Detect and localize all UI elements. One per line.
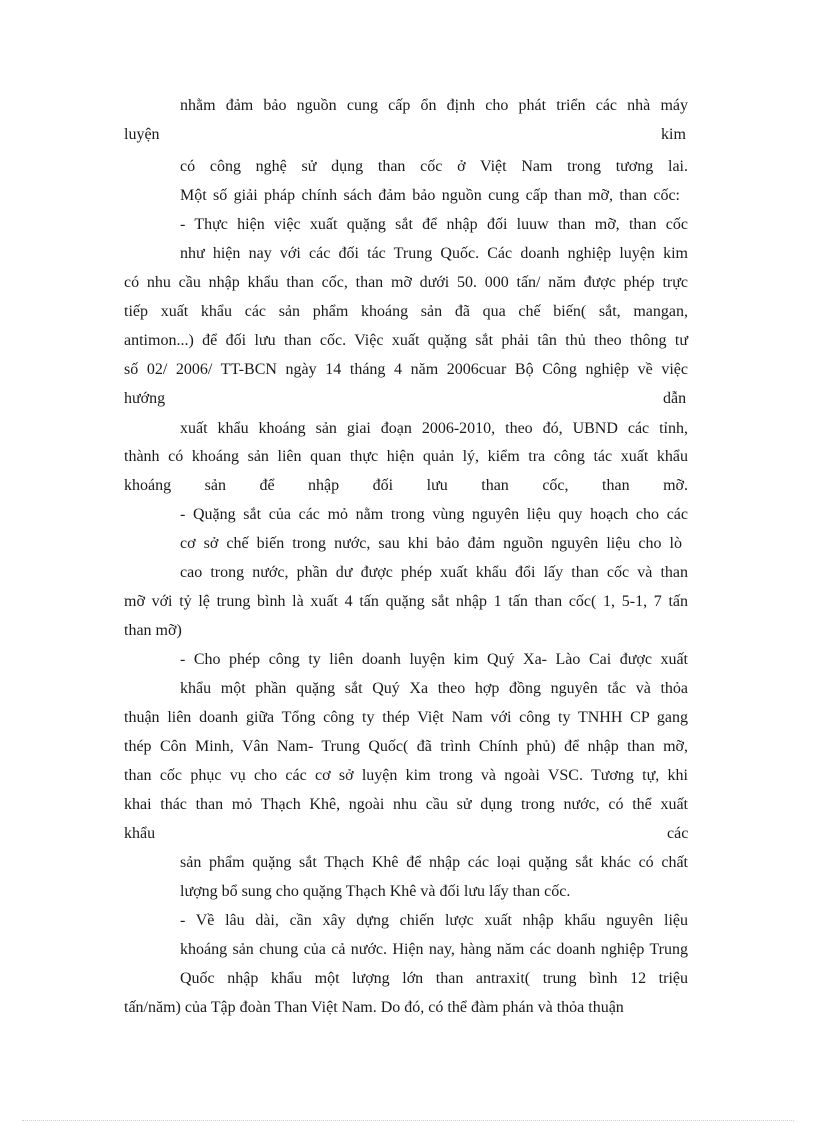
text-line: hướng [124,390,166,407]
text-line: luyện [124,126,160,143]
text-line: cao trong nước, phần dư được phép xuất khẩu đổi lấy than cốc và than [180,564,688,581]
text-line: mỡ với tỷ lệ trung bình là xuất 4 tấn quặng sắt nhập 1 tấn than cốc( 1, 5-1, 7 tấn [124,593,688,610]
text-line: khẩu một phần quặng sắt Quý Xa theo hợp đồng nguyên tắc và thỏa [180,680,688,697]
text-line: có nhu cầu nhập khẩu than cốc, than mỡ dưới 50. 000 tấn/ năm được phép trực [124,274,688,291]
text-line: khẩu [124,825,156,842]
text-line: lượng bổ sung cho quặng Thạch Khê và đối lưu lấy than cốc. [180,883,571,900]
text-line: cơ sở chế biến trong nước, sau khi bảo đảm nguồn nguyên liệu cho lò [180,535,682,552]
text-line: antimon...) để đối lưu than cốc. Việc xuất quặng sắt phải tân thủ theo thông tư [124,332,688,349]
text-line: xuất khẩu khoáng sản giai đoạn 2006-2010, theo đó, UBND các tỉnh, [180,420,688,437]
text-line: thuận liên doanh giữa Tổng công ty thép Việt Nam với công ty TNHH CP gang [124,709,688,726]
text-line: tiếp xuất khẩu các sản phẩm khoáng sản đã qua chế biến( sắt, mangan, [124,303,688,320]
text-line: dẫn [663,390,687,407]
text-line: sản phẩm quặng sắt Thạch Khê để nhập các loại quặng sắt khác có chất [180,854,688,871]
text-line: thành có khoáng sản liên quan thực hiện quản lý, kiểm tra công tác xuất khẩu [124,448,688,465]
text-line: có công nghệ sử dụng than cốc ở Việt Nam trong tương lai. [180,158,688,175]
text-line: - Về lâu dài, cần xây dựng chiến lược xuất nhập khẩu nguyên liệu [180,912,688,929]
text-line: - Cho phép công ty liên doanh luyện kim Quý Xa- Lào Cai được xuất [180,651,688,668]
text-line: khoáng sản chung của cả nước. Hiện nay, hàng năm các doanh nghiệp Trung [180,941,688,958]
text-line: khoáng sản để nhập đối lưu than cốc, than mỡ. [124,477,688,494]
text-line: tấn/năm) của Tập đoàn Than Việt Nam. Do đó, có thể đàm phán và thỏa thuận [124,999,624,1016]
text-line: - Thực hiện việc xuất quặng sắt để nhập đối luuw than mỡ, than cốc [180,216,688,233]
text-line: Một số giải pháp chính sách đảm bảo nguồn cung cấp than mỡ, than cốc: [180,187,680,204]
page-bottom-rule [22,1120,794,1121]
text-line: than mỡ) [124,622,182,639]
text-line: các [667,825,689,842]
text-line: như hiện nay với các đối tác Trung Quốc. Các doanh nghiệp luyện kim [180,245,688,262]
text-line: Quốc nhập khẩu một lượng lớn than antraxit( trung bình 12 triệu [180,970,688,987]
text-line: số 02/ 2006/ TT-BCN ngày 14 tháng 4 năm 2006cuar Bộ Công nghiệp về việc [124,361,688,378]
text-line: khai thác than mỏ Thạch Khê, ngoài nhu cầu sử dụng trong nước, có thể xuất [124,796,688,813]
text-line: kim [661,126,686,143]
text-line: thép Côn Minh, Vân Nam- Trung Quốc( đã trình Chính phủ) để nhập than mỡ, [124,738,688,755]
text-line: than cốc phục vụ cho các cơ sở luyện kim trong và ngoài VSC. Tương tự, khi [124,767,688,784]
text-line: - Quặng sắt của các mỏ nằm trong vùng nguyên liệu quy hoạch cho các [180,506,688,523]
text-line: nhằm đảm bảo nguồn cung cấp ổn định cho phát triển các nhà máy [180,97,688,114]
